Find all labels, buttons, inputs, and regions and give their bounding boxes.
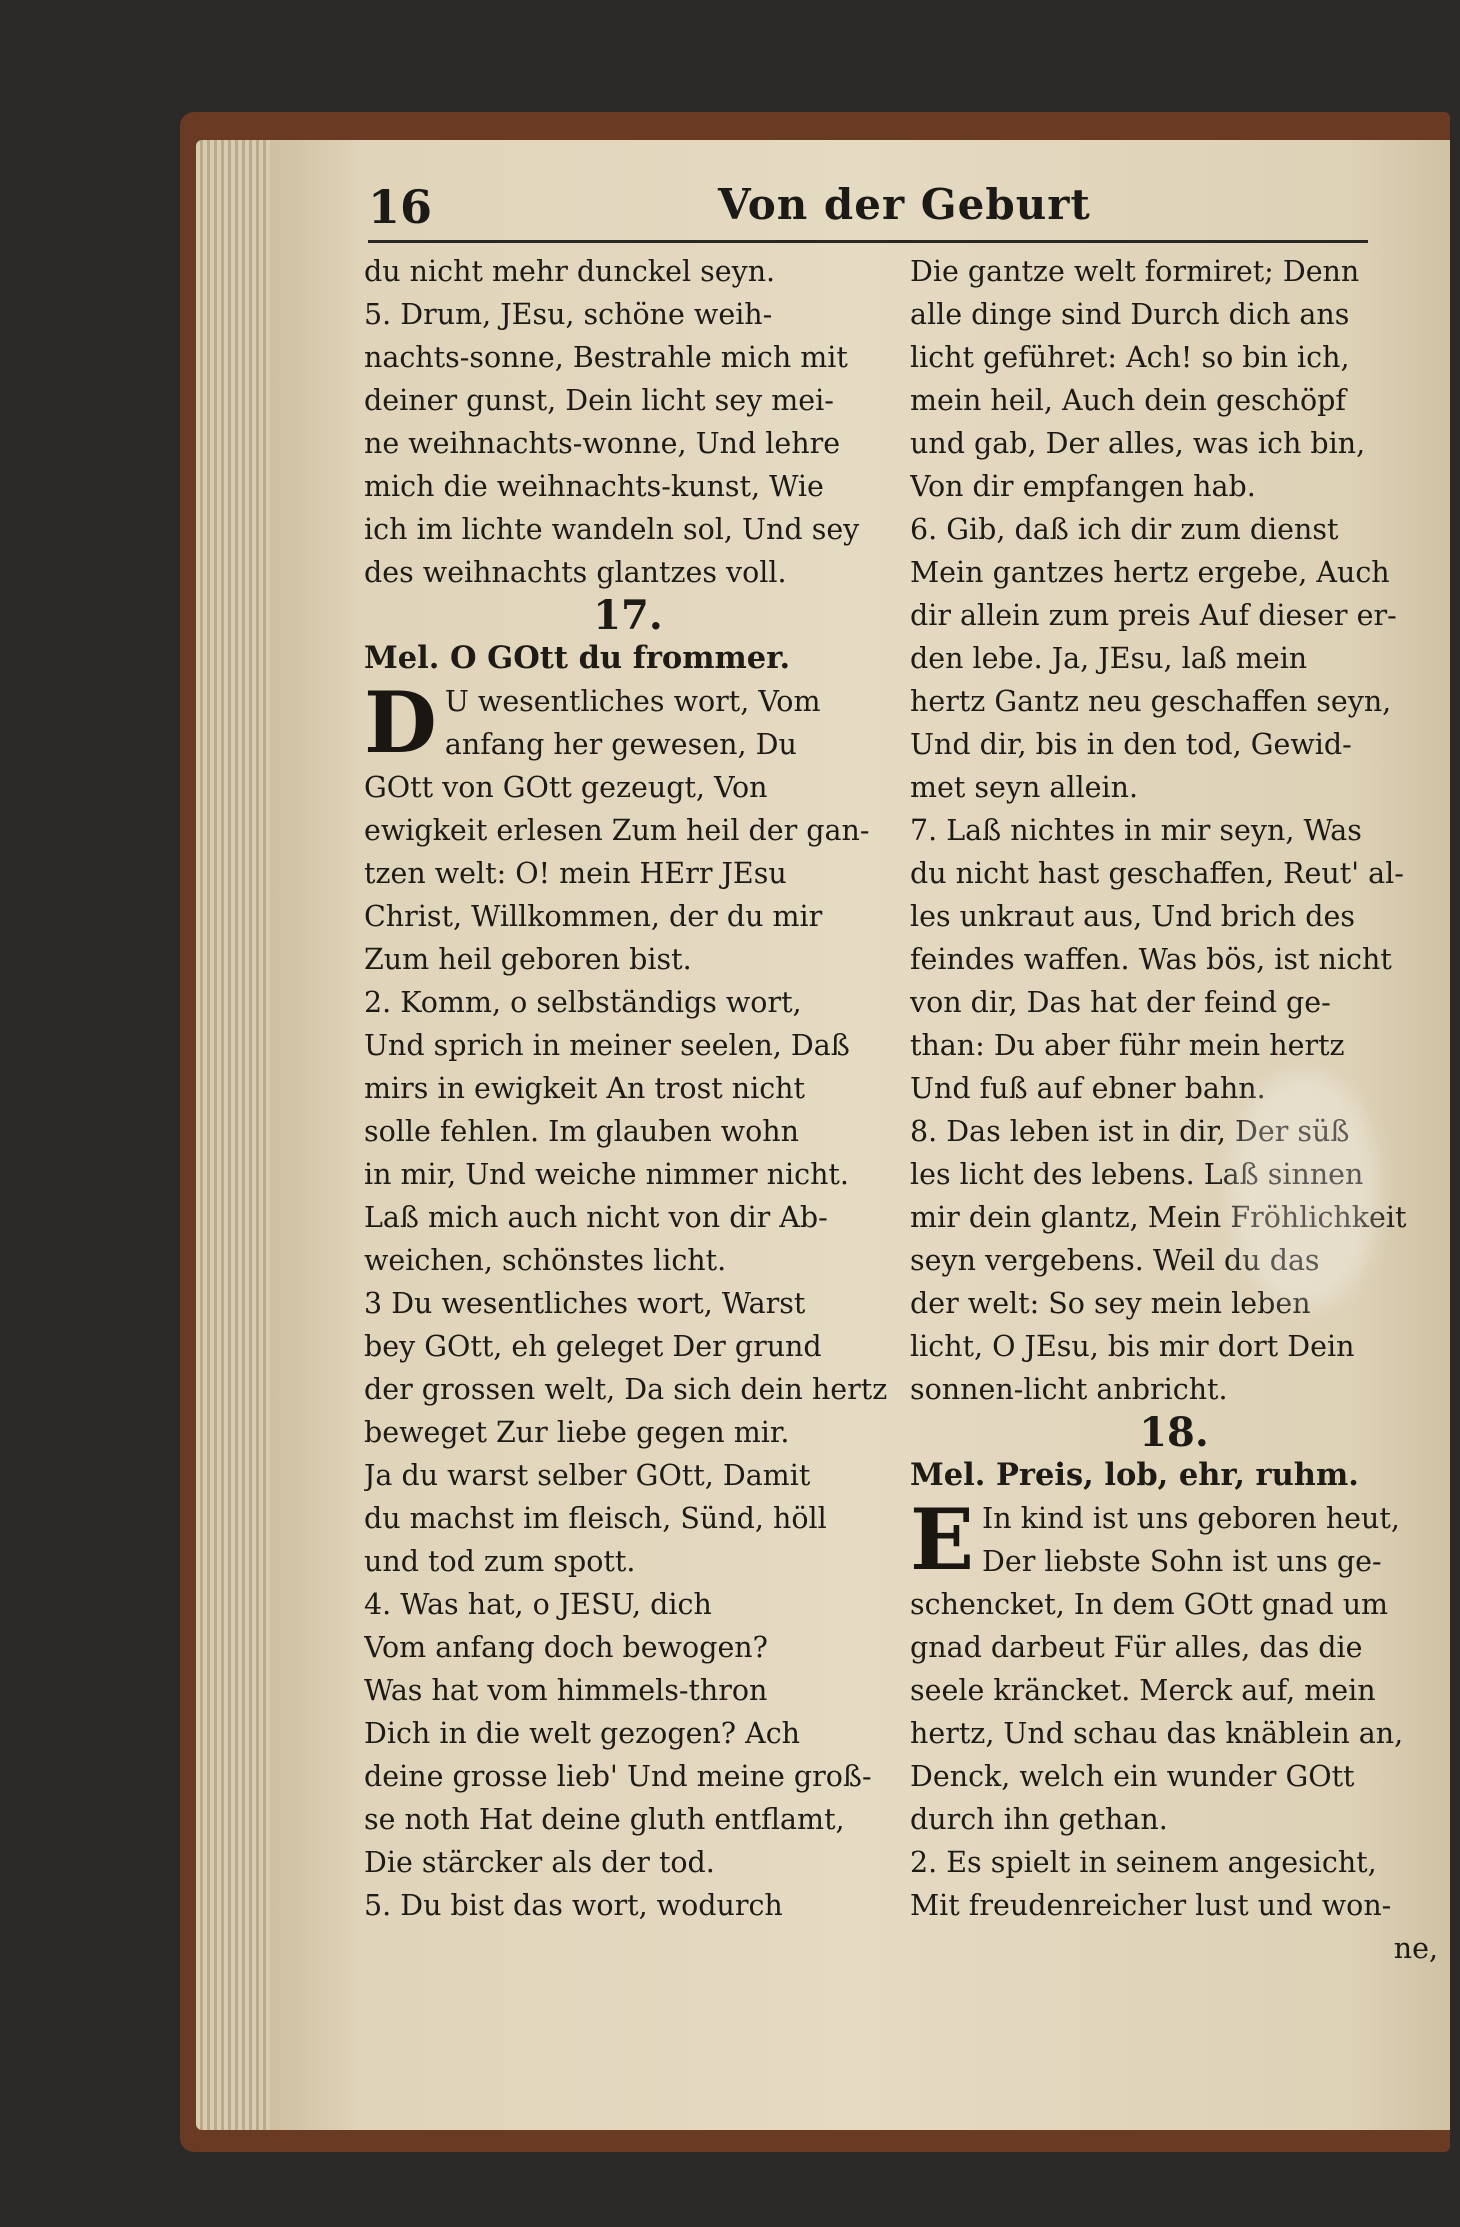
hymn-18-number: 18. [1139, 1411, 1209, 1454]
hymn-line: 4. Was hat, o JESU, dich [364, 1588, 712, 1621]
text-line: du nicht mehr dunckel seyn. [364, 255, 776, 288]
hymn-line: U wesentliches wort, Vom [444, 685, 821, 718]
hymn-line: weichen, schönstes licht. [364, 1244, 727, 1277]
drop-cap: E [910, 1490, 975, 1589]
hymn-line: 3 Du wesentliches wort, Warst [364, 1287, 806, 1320]
text-line: Und dir, bis in den tod, Gewid- [910, 728, 1352, 761]
text-line: Die gantze welt formiret; Denn [910, 255, 1360, 288]
book-page [270, 140, 1450, 2130]
text-line: 5. Drum, JEsu, schöne weih- [364, 298, 773, 331]
hymn-line: ewigkeit erlesen Zum heil der gan- [364, 814, 870, 847]
hymn-line: Christ, Willkommen, der du mir [364, 900, 823, 933]
hymn-line: Dich in die welt gezogen? Ach [364, 1717, 801, 1750]
page-number: 16 [368, 180, 433, 234]
hymn-line: Die stärcker als der tod. [364, 1846, 715, 1879]
hymn-line: 5. Du bist das wort, wodurch [364, 1889, 783, 1922]
hymn-18-melody: Mel. Preis, lob, ehr, ruhm. [910, 1457, 1359, 1493]
hymn-line: anfang her gewesen, Du [444, 728, 797, 761]
hymn-line: Zum heil geboren bist. [364, 943, 692, 976]
text-line: licht geführet: Ach! so bin ich, [910, 341, 1350, 374]
paper-stain [1230, 1070, 1380, 1310]
text-line: und gab, Der alles, was ich bin, [910, 427, 1366, 460]
text-line: 8. Das leben ist in dir, Der süß [910, 1115, 1350, 1148]
hymn-line: durch ihn gethan. [910, 1803, 1168, 1836]
hymn-line: schencket, In dem GOtt gnad um [910, 1588, 1389, 1621]
text-line: mein heil, Auch dein geschöpf [910, 384, 1346, 417]
hymn-line: mirs in ewigkeit An trost nicht [364, 1072, 805, 1105]
text-line: des weihnachts glantzes voll. [364, 556, 787, 589]
text-line: les unkraut aus, Und brich des [910, 900, 1355, 933]
hymn-line: du machst im fleisch, Sünd, höll [364, 1502, 827, 1535]
hymn-line: seele kräncket. Merck auf, mein [910, 1674, 1376, 1707]
text-line: Und fuß auf ebner bahn. [910, 1072, 1266, 1105]
hymn-line: Was hat vom himmels-thron [364, 1674, 768, 1707]
hymn-line: Vom anfang doch bewogen? [364, 1631, 768, 1664]
text-line: ne weihnachts-wonne, Und lehre [364, 427, 841, 460]
text-line: von dir, Das hat der feind ge- [910, 986, 1331, 1019]
text-line: mir dein glantz, Mein Fröhlichkeit [910, 1201, 1407, 1234]
hymn-line: Der liebste Sohn ist uns ge- [982, 1545, 1382, 1578]
hymn-line: tzen welt: O! mein HErr JEsu [364, 857, 787, 890]
text-line: seyn vergebens. Weil du das [910, 1244, 1320, 1277]
hymn-18-text [910, 1490, 1438, 1970]
text-line: licht, O JEsu, bis mir dort Dein [910, 1330, 1355, 1363]
text-line: les licht des lebens. Laß sinnen [910, 1158, 1364, 1191]
hymn-17-text [364, 673, 892, 1927]
hymn-line: Laß mich auch nicht von dir Ab- [364, 1201, 828, 1234]
text-line: alle dinge sind Durch dich ans [910, 298, 1350, 331]
text-line: der welt: So sey mein leben [910, 1287, 1311, 1320]
text-line: feindes waffen. Was bös, ist nicht [910, 943, 1392, 976]
hymn-line: bey GOtt, eh geleget Der grund [364, 1330, 822, 1363]
text-line: 7. Laß nichtes in mir seyn, Was [910, 814, 1362, 847]
text-line: ich im lichte wandeln sol, Und sey [364, 513, 860, 546]
left-column [364, 250, 892, 1927]
hymn-17-melody: Mel. O GOtt du frommer. [364, 640, 791, 676]
text-line: den lebe. Ja, JEsu, laß mein [910, 642, 1308, 675]
hymn-line: Und sprich in meiner seelen, Daß [364, 1029, 850, 1062]
page-header [368, 180, 1368, 240]
hymn-line: und tod zum spott. [364, 1545, 636, 1578]
hymn-line: der grossen welt, Da sich dein hertz [364, 1373, 888, 1406]
hymn-line: gnad darbeut Für alles, das die [910, 1631, 1363, 1664]
hymn-line: ne, [1393, 1932, 1438, 1965]
hymn-line: se noth Hat deine gluth entflamt, [364, 1803, 845, 1836]
text-line: deiner gunst, Dein licht sey mei- [364, 384, 834, 417]
hymn-line: Mit freudenreicher lust und won- [910, 1889, 1392, 1922]
hymn-line: hertz, Und schau das knäblein an, [910, 1717, 1404, 1750]
text-line: mich die weihnachts-kunst, Wie [364, 470, 824, 503]
hymn-line: Denck, welch ein wunder GOtt [910, 1760, 1355, 1793]
header-rule [368, 240, 1368, 243]
hymn-line: in mir, Und weiche nimmer nicht. [364, 1158, 849, 1191]
text-line: than: Du aber führ mein hertz [910, 1029, 1345, 1062]
text-line: hertz Gantz neu geschaffen seyn, [910, 685, 1392, 718]
text-line: dir allein zum preis Auf dieser er- [910, 599, 1397, 632]
running-head: Von der Geburt [718, 180, 1091, 229]
hymn-line: In kind ist uns geboren heut, [982, 1502, 1400, 1535]
hymn-line: 2. Komm, o selbständigs wort, [364, 986, 802, 1019]
hymn-17-number: 17. [593, 594, 663, 637]
drop-cap: D [364, 673, 437, 772]
text-line: sonnen-licht anbricht. [910, 1373, 1228, 1406]
text-line: Von dir empfangen hab. [910, 470, 1256, 503]
hymn-line: GOtt von GOtt gezeugt, Von [364, 771, 768, 804]
hymn-line: 2. Es spielt in seinem angesicht, [910, 1846, 1377, 1879]
text-line: Mein gantzes hertz ergebe, Auch [910, 556, 1390, 589]
text-line: met seyn allein. [910, 771, 1139, 804]
hymn-line: deine grosse lieb' Und meine groß- [364, 1760, 872, 1793]
hymn-line: Ja du warst selber GOtt, Damit [364, 1459, 811, 1492]
hymn-line: solle fehlen. Im glauben wohn [364, 1115, 800, 1148]
hymn-line: beweget Zur liebe gegen mir. [364, 1416, 790, 1449]
text-line: du nicht hast geschaffen, Reut' al- [910, 857, 1404, 890]
text-line: nachts-sonne, Bestrahle mich mit [364, 341, 848, 374]
text-line: 6. Gib, daß ich dir zum dienst [910, 513, 1339, 546]
